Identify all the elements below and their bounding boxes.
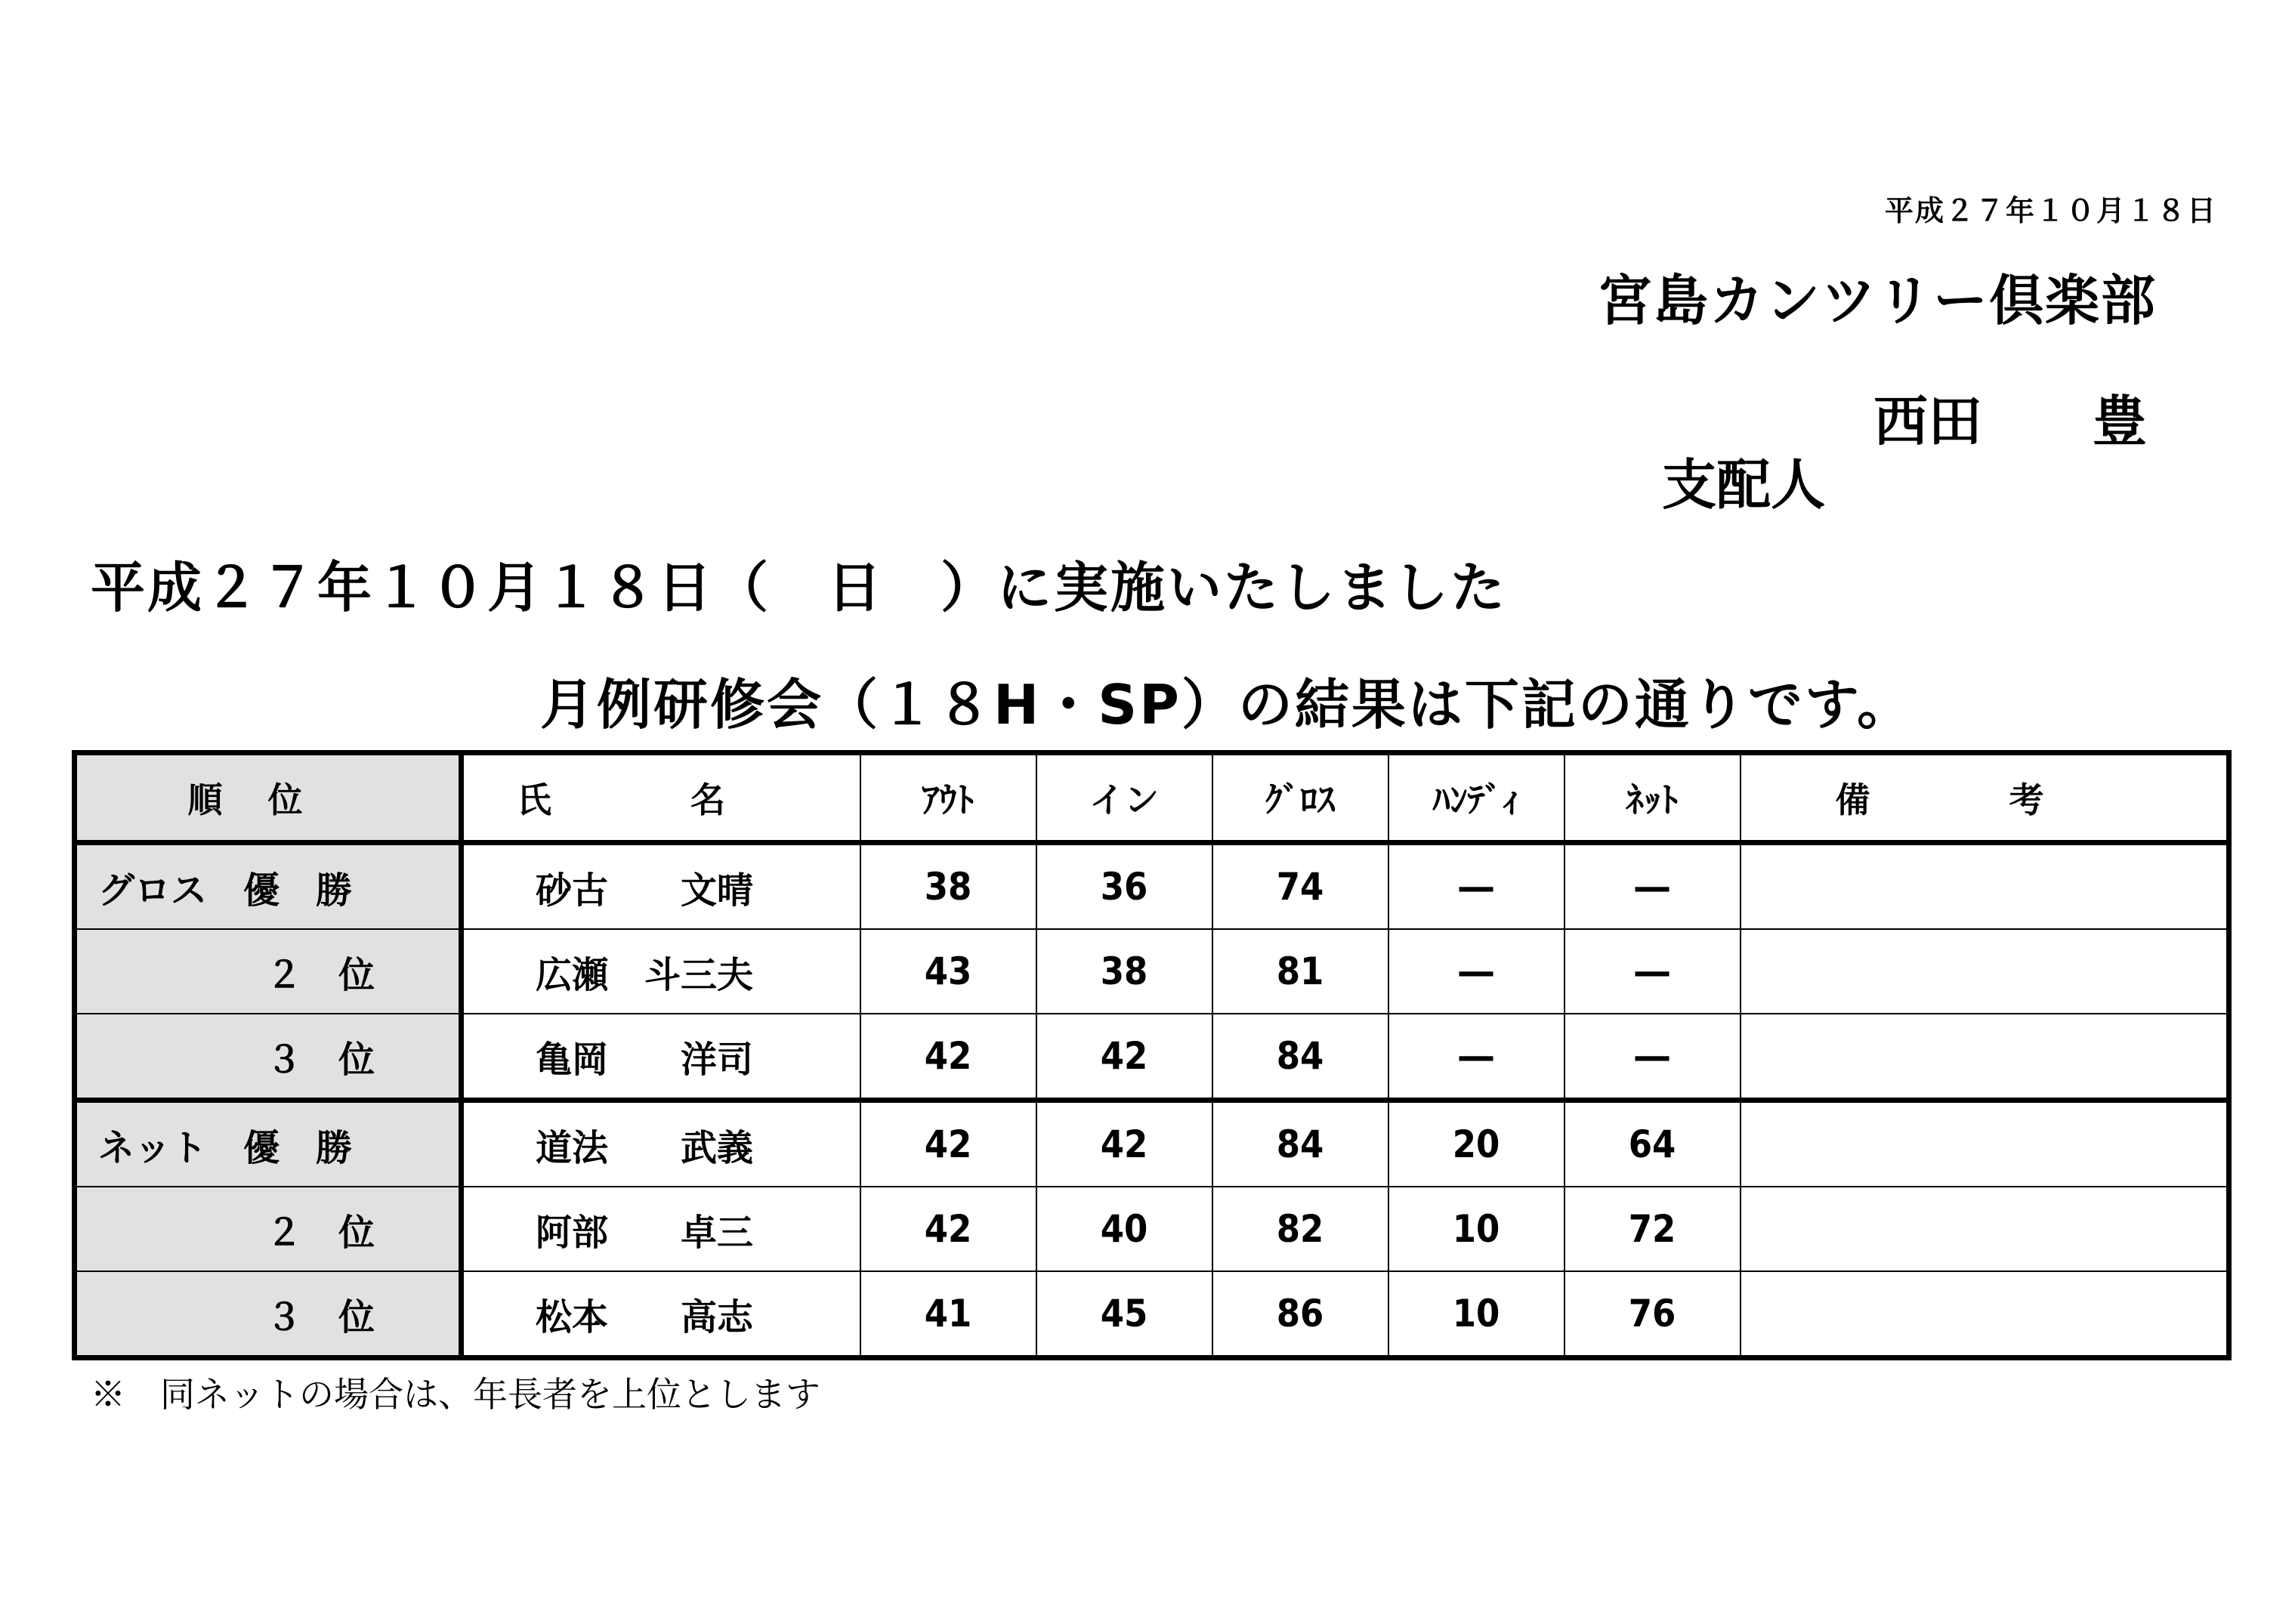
in-score: 42 bbox=[1036, 1101, 1212, 1187]
gross-score: 82 bbox=[1212, 1187, 1388, 1271]
header-gross: ｸﾞﾛｽ bbox=[1212, 753, 1388, 843]
manager-surname: 西田 bbox=[1873, 390, 1983, 453]
manager-title: 支配人 bbox=[1662, 453, 1826, 517]
table-row bbox=[75, 1014, 2229, 1101]
player-name: 阿部 卓三 bbox=[462, 1187, 860, 1271]
handicap-value: ― bbox=[1388, 1014, 1564, 1101]
gross-score: 81 bbox=[1212, 929, 1388, 1014]
out-score: 38 bbox=[860, 843, 1036, 930]
club-name: 宮島カンツリー倶楽部 bbox=[1597, 269, 2157, 332]
remarks-cell bbox=[1741, 1014, 2229, 1101]
footnote: ※ 同ネットの場合は、年長者を上位とします bbox=[91, 1374, 820, 1415]
table-row bbox=[75, 929, 2229, 1014]
rank-cell: グロス 優 勝 bbox=[75, 843, 462, 930]
handicap-value: ― bbox=[1388, 843, 1564, 930]
table-row bbox=[75, 1271, 2229, 1358]
net-score: ― bbox=[1564, 843, 1741, 930]
in-score: 38 bbox=[1036, 929, 1212, 1014]
manager-given-name: 豊 bbox=[2093, 390, 2148, 453]
handicap-value: 20 bbox=[1388, 1101, 1564, 1187]
remarks-cell bbox=[1741, 1101, 2229, 1187]
handicap-value: 10 bbox=[1388, 1187, 1564, 1271]
intro-line-2: 月例研修会（１８H・SP）の結果は下記の通りです。 bbox=[540, 673, 1914, 736]
net-score: 72 bbox=[1564, 1187, 1741, 1271]
table-row bbox=[75, 843, 2229, 930]
net-score: 64 bbox=[1564, 1101, 1741, 1187]
out-score: 42 bbox=[860, 1014, 1036, 1101]
header-net: ﾈｯﾄ bbox=[1564, 753, 1741, 843]
document-date: 平成２７年１０月１８日 bbox=[1884, 194, 2217, 227]
rank-cell: ３ 位 bbox=[75, 1014, 462, 1101]
in-score: 45 bbox=[1036, 1271, 1212, 1358]
intro-line-1: 平成２７年１０月１８日（ 日 ）に実施いたしました bbox=[91, 556, 1508, 619]
gross-score: 84 bbox=[1212, 1101, 1388, 1187]
out-score: 41 bbox=[860, 1271, 1036, 1358]
header-name: 氏 名 bbox=[462, 753, 860, 843]
gross-score: 86 bbox=[1212, 1271, 1388, 1358]
out-score: 43 bbox=[860, 929, 1036, 1014]
player-name: 砂古 文晴 bbox=[462, 843, 860, 930]
in-score: 40 bbox=[1036, 1187, 1212, 1271]
player-name: 亀岡 洋司 bbox=[462, 1014, 860, 1101]
net-score: ― bbox=[1564, 929, 1741, 1014]
net-score: ― bbox=[1564, 1014, 1741, 1101]
header-out: ｱｳﾄ bbox=[860, 753, 1036, 843]
gross-score: 74 bbox=[1212, 843, 1388, 930]
handicap-value: ― bbox=[1388, 929, 1564, 1014]
rank-cell: ３ 位 bbox=[75, 1271, 462, 1358]
results-table bbox=[72, 750, 2232, 1360]
table-row bbox=[75, 1101, 2229, 1187]
remarks-cell bbox=[1741, 843, 2229, 930]
rank-cell: ２ 位 bbox=[75, 1187, 462, 1271]
remarks-cell bbox=[1741, 929, 2229, 1014]
out-score: 42 bbox=[860, 1101, 1036, 1187]
rank-cell: ネット 優 勝 bbox=[75, 1101, 462, 1187]
remarks-cell bbox=[1741, 1187, 2229, 1271]
in-score: 36 bbox=[1036, 843, 1212, 930]
table-header-row bbox=[75, 753, 2229, 843]
rank-cell: ２ 位 bbox=[75, 929, 462, 1014]
table-row bbox=[75, 1187, 2229, 1271]
gross-score: 84 bbox=[1212, 1014, 1388, 1101]
player-name: 道法 武義 bbox=[462, 1101, 860, 1187]
header-rank: 順位 bbox=[75, 753, 462, 843]
header-handicap: ﾊﾝﾃﾞｨ bbox=[1388, 753, 1564, 843]
net-score: 76 bbox=[1564, 1271, 1741, 1358]
header-in: イン bbox=[1036, 753, 1212, 843]
player-name: 広瀬 斗三夫 bbox=[462, 929, 860, 1014]
out-score: 42 bbox=[860, 1187, 1036, 1271]
handicap-value: 10 bbox=[1388, 1271, 1564, 1358]
header-remarks: 備 考 bbox=[1741, 753, 2229, 843]
remarks-cell bbox=[1741, 1271, 2229, 1358]
player-name: 松本 高志 bbox=[462, 1271, 860, 1358]
in-score: 42 bbox=[1036, 1014, 1212, 1101]
